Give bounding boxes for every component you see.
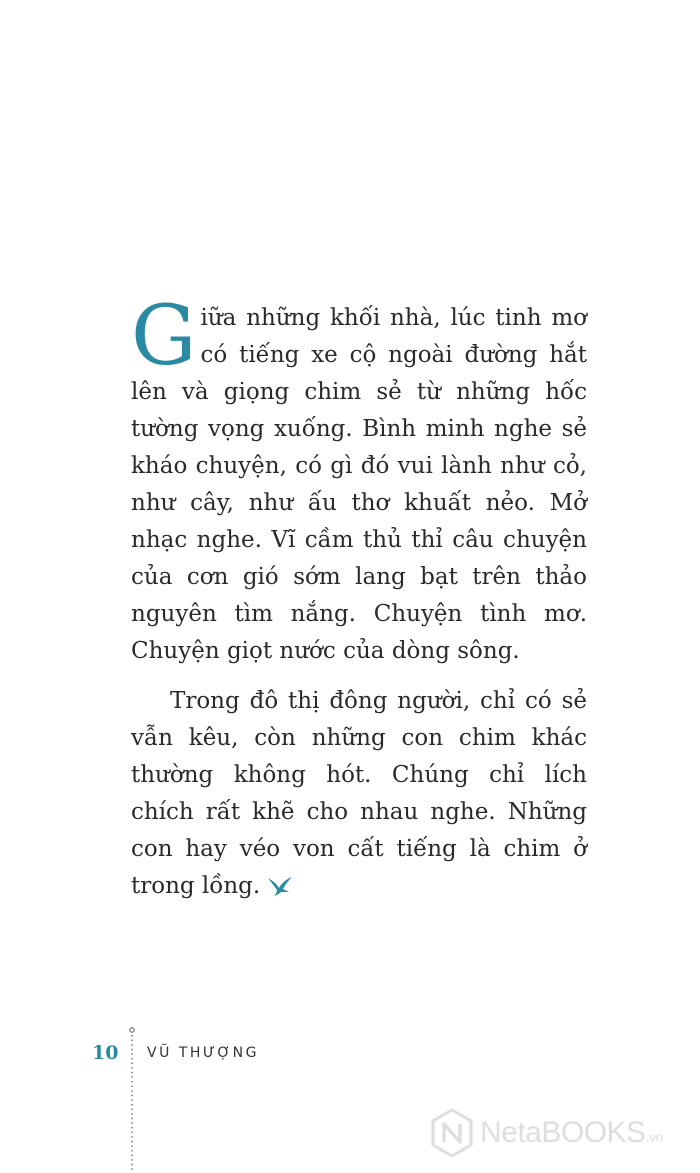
- bird-icon: [266, 875, 294, 897]
- drop-cap: G: [131, 289, 197, 384]
- watermark-suffix: .vn: [645, 1129, 663, 1145]
- page-number: 10: [92, 1042, 119, 1064]
- paragraph-2-text: Trong đô thị đông người, chỉ có sẻ vẫn kêu, còn những con chim khác thường không hót. Chúng chỉ lích chích rất khẽ cho nhau nghe. Những con hay véo von cất tiếng là chim ở trong lồng.: [131, 688, 587, 899]
- paragraph-2: [131, 683, 587, 905]
- watermark-text: [480, 1116, 663, 1150]
- paragraph-1: [131, 289, 587, 670]
- body-text: [131, 289, 587, 905]
- watermark: [430, 1108, 692, 1160]
- author-name: VŨ THƯỢNG: [147, 1045, 259, 1061]
- paragraph-1-text: iữa những khối nhà, lúc tinh mơ có tiếng xe cộ ngoài đường hắt lên và giọng chim sẻ từ những hốc tường vọng xuống. Bình minh nghe sẻ kháo chuyện, có gì đó vui lành như cỏ, như cây, như ấu thơ khuất nẻo. Mở nhạc nghe. Vĩ cầm thủ thỉ câu chuyện của cơn gió sớm lang bạt trên thảo nguyên tìm nắng. Chuyện tình mơ. Chuyện giọt nước của dòng sông.: [131, 305, 587, 664]
- footer-dotted-rule: [129, 1027, 135, 1173]
- watermark-brand: NetaBOOKS: [480, 1116, 646, 1149]
- netabooks-logo-icon: [430, 1108, 474, 1158]
